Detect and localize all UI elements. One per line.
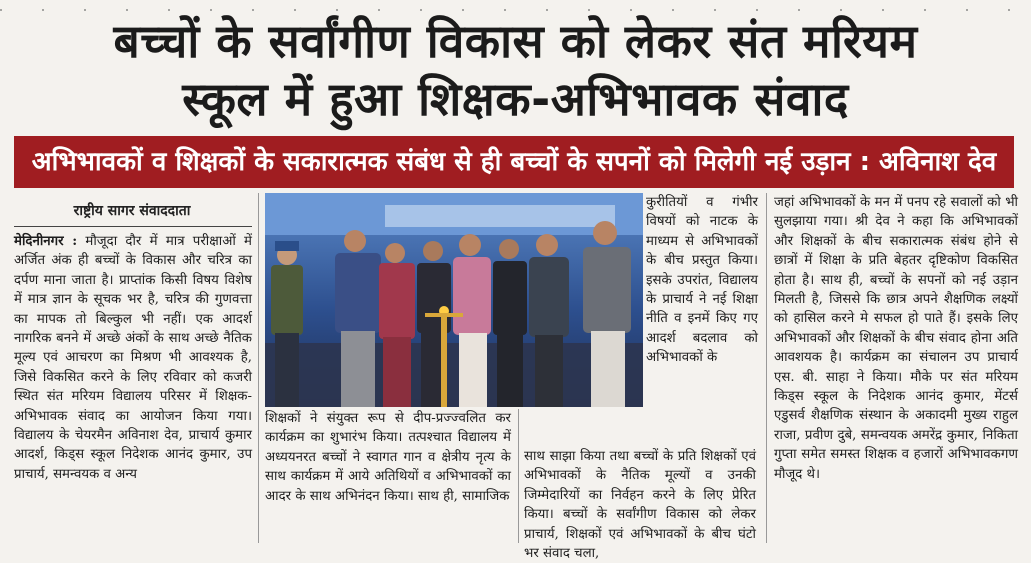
subheadline-banner: अभिभावकों व शिक्षकों के सकारात्मक संबंध से ही बच्चों के सपनों को मिलेगी नई उड़ान : अविनाश देव <box>14 136 1014 188</box>
column-2-text: शिक्षकों ने संयुक्त रूप से दीप-प्रज्ज्वलित कर कार्यक्रम का शुभारंभ किया। तत्पश्चात विद्यालय में अध्ययनरत बच्चों ने स्वागत गान व क्षेत्रीय नृत्य के साथ कार्यक्रम में आये अतिथियों व अभिभावकों का आदर के साथ अभिनंदन किया। साथ ही, सामाजिक <box>265 411 511 504</box>
column-1-text: मौजूदा दौर में मात्र परीक्षाओं में अर्जित अंक ही बच्चों के विकास और चरित्र का दर्पण माना जाता है। प्राप्तांक किसी विषय विशेष में मात्र ज्ञान के सूचक भर है, चरित्र की गुणवत्ता का मापक तो बिल्कुल भी नहीं। एक आदर्श नागरिक बनने में अच्छे अंकों के साथ अच्छे नैतिक मूल्य एवं आचरण का मिश्रण भी आवश्यक है, जिसे विकसित करने के लिए रविवार को कजरी स्थित संत मरियम विद्यालय परिसर में शिक्षक-अभिभावक संवाद का आयोजन किया गया। विद्यालय के चेयरमैन अविनाश देव, प्राचार्य कुमार आदर्श, किड्स स्कूल निदेशक आनंद कुमार, उप प्राचार्य, समन्वयक व अन्य <box>14 234 253 482</box>
column-3-top-text: कुरीतियों व गंभीर विषयों को नाटक के माध्यम से अभिभावकों के बीच प्रस्तुत किया। इसके उपरांत, विद्यालय के प्राचार्य ने नई शिक्षा नीति व इनमें किए गए आदर्श बदलाव को अभिभावकों के <box>646 195 758 366</box>
byline: राष्ट्रीय सागर संवाददाता <box>73 203 191 219</box>
headline-line-2: स्कूल में हुआ शिक्षक-अभिभावक संवाद <box>182 72 849 126</box>
column-3-bottom-text: साथ साझा किया तथा बच्चों के प्रति शिक्षकों एवं अभिभावकों के नैतिक मूल्यों व उनकी जिम्मेदारियों का निर्वहन करने के लिए प्रेरित किया। बच्चों के सर्वांगीण विकास को लेकर प्राचार्य, शिक्षकों एवं अभिभावकों के बीच घंटो भर संवाद चला, <box>524 449 756 562</box>
dateline: मेदिनीनगर : <box>14 234 78 249</box>
top-border <box>0 0 1031 8</box>
article-column-2 <box>265 409 511 543</box>
column-4-text: जहां अभिभावकों के मन में पनप रहे सवालों को भी सुलझाया गया। श्री देव ने कहा कि अभिभावकों और शिक्षकों के बीच सकारात्मक संबंध होने से छात्रों में शिक्षा के प्रति बेहतर दृष्टिकोण विकसित होता है। साथ ही, बच्चों के सपनों को नई उड़ान मिलती है, जिससे कि छात्र अपने शैक्षणिक लक्ष्यों को हासिल करने मे सफल हो पाते हैं। इसके लिए अभिभावकों और शिक्षकों के बीच संवाद होना अति आवशयक है। कार्यक्रम का संचालन उप प्राचार्य एस. बी. साहा ने किया। मौके पर संत मरियम किड्स स्कूल के निदेशक आनंद कुमार, मेंटर्स एडुसर्व शैक्षणिक संस्थान के अकादमी मुख्य राहुल राजा, प्रवीण दुबे, समन्वयक अमरेंद्र कुमार, निकिता गुप्ता समेत समस्त शिक्षक व हजारों अभिभावकगण मौजूद थे। <box>774 195 1018 482</box>
event-photo <box>265 193 643 407</box>
column-divider-2 <box>518 409 519 543</box>
article-column-1 <box>14 232 252 542</box>
column-divider-1 <box>258 193 259 543</box>
article-column-4 <box>774 193 1018 543</box>
byline-divider <box>14 226 252 227</box>
article-column-3-top <box>646 193 758 447</box>
article-column-3-bottom <box>524 447 756 562</box>
column-divider-3 <box>766 193 767 543</box>
headline-line-1: बच्चों के सर्वांगीण विकास को लेकर संत मरियम <box>113 14 918 68</box>
